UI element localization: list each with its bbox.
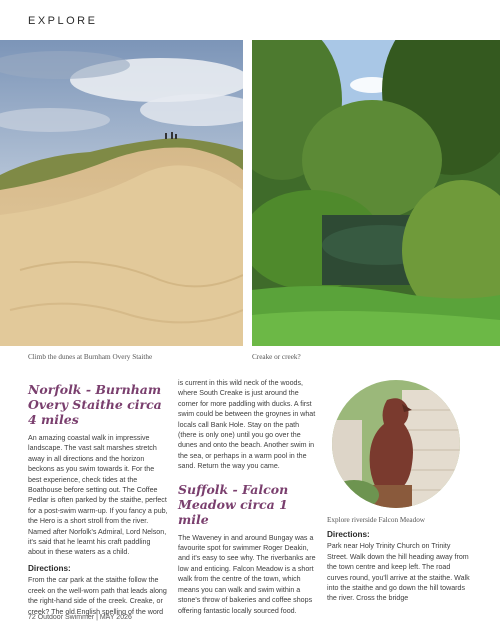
creek-caption: Creake or creek? — [252, 353, 301, 361]
dunes-photo — [0, 40, 243, 346]
norfolk-directions: From the car park at the staithe follow the creek on the well-worn path that leads along the right-hand side of the creek. Creake, or creek? The old English spelling of the word — [28, 576, 167, 616]
suffolk-intro: The Waveney in and around Bungay was a favourite spot for swimmer Roger Deakin, and it's easy to see why. The riverbanks are low and enticing. Falcon Meadow is a short walk from the centre of the town, which means you can walk and swim within a stone's throw of bakeries and coffee shops offering fantastic locally sourced food. — [178, 533, 316, 615]
suffolk-directions-column — [327, 530, 470, 604]
norfolk-heading: Norfolk - Burnham Overy Staithe circa 4 miles — [28, 382, 162, 427]
norfolk-directions-label: Directions: — [28, 563, 71, 573]
creek-photo — [252, 40, 500, 346]
dunes-caption: Climb the dunes at Burnham Overy Staithe — [28, 353, 153, 361]
section-label: EXPLORE — [28, 15, 98, 27]
falcon-caption: Explore riverside Falcon Meadow — [327, 516, 425, 524]
suffolk-directions: Park near Holy Trinity Church on Trinity Street. Walk down the hill heading away from the town centre and keep left. The road curves round, you'll arrive at the staithe. Walk into the staithe and go down the hill towards the river. Cross the bridge — [327, 542, 470, 603]
suffolk-directions-label: Directions: — [327, 530, 370, 539]
suffolk-heading: Suffolk - Falcon Meadow circa 1 mile — [178, 481, 289, 527]
page-footer: 72 Outdoor Swimmer | MAY 2026 — [28, 614, 132, 621]
norfolk-continued: is current in this wild neck of the woods, where South Creake is just around the corner for more paddling with ducks. A first swim could be between the groynes in what locals call Bank Hole. Stay on the path (there is only one) until you go over the dunes and onto the beach. Another swim in the sea, or perhaps in a warm pool in the sand. Return the way you came. — [178, 379, 316, 471]
middle-column — [178, 378, 318, 616]
falcon-photo — [332, 380, 460, 508]
norfolk-intro: An amazing coastal walk in impressive landscape. The vast salt marshes stretch away in all directions and the horizon beckons as you swim towards it. For the best experience, check tides at the Boathouse before setting out. The Coffee Pedlar is often parked by the staithe, perfect for a post-swim warm-up. If you fancy a pub, the Hero is a short stroll from the river. Named after Norfolk's Admiral, Lord Nelson, it's said that he learnt his craft paddling about in these waters as a child. — [28, 434, 168, 557]
norfolk-column — [28, 382, 168, 617]
